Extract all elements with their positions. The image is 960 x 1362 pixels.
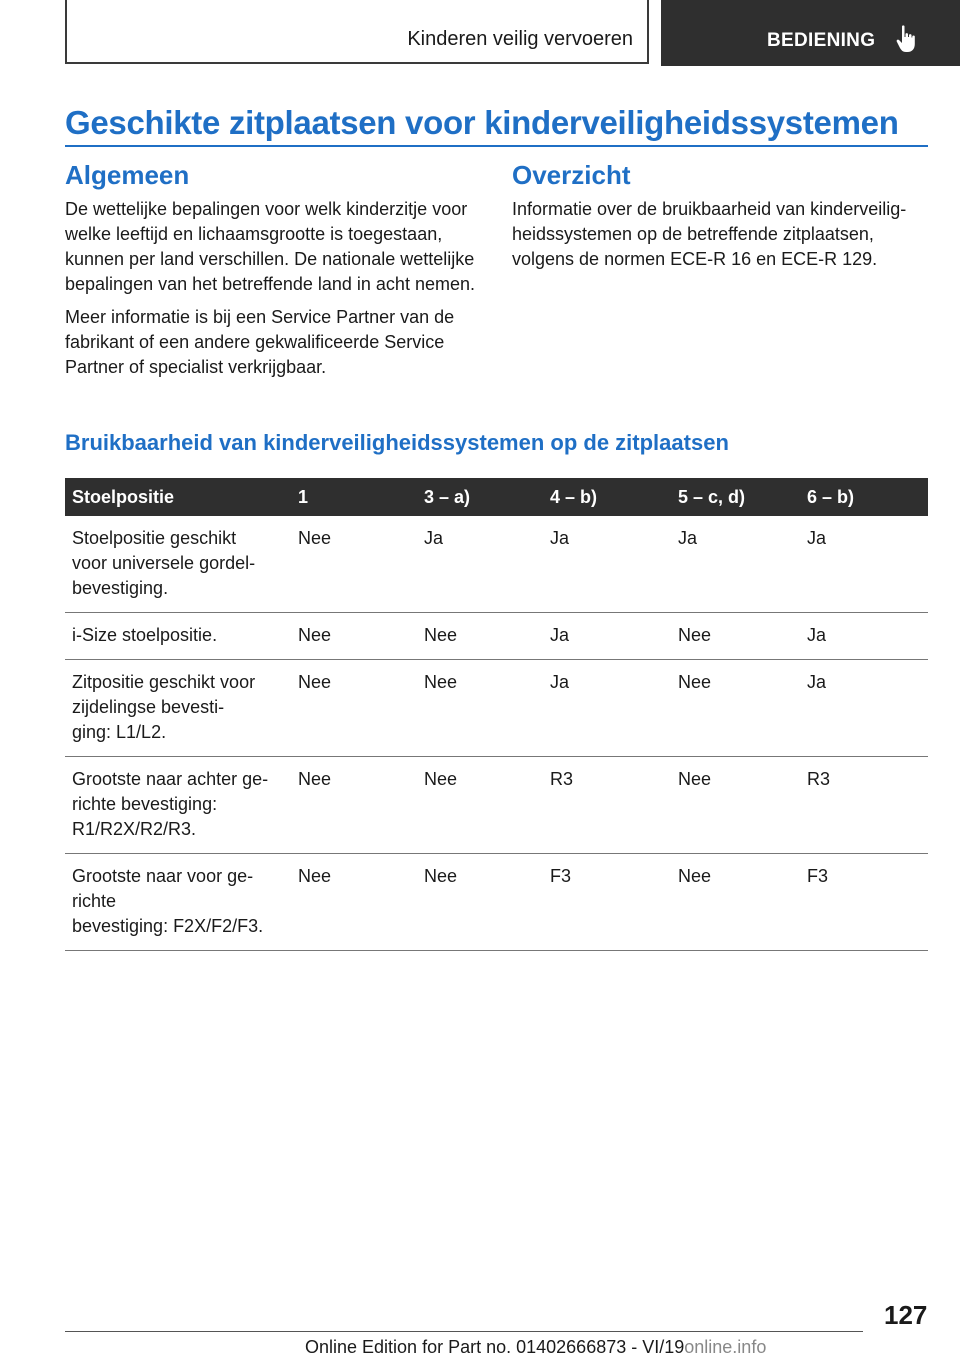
page-number: 127 (884, 1300, 928, 1330)
paragraph: Meer informatie is bij een Service Partner van de fabrikant of een andere gekwalificeerde Service Partner of specialist verkrijgbaar. (65, 307, 455, 377)
heading-algemeen: Algemeen (65, 160, 190, 190)
column-header: 4 – b) (543, 478, 671, 516)
table-cell: Nee (671, 613, 800, 660)
table-cell: R3 (543, 757, 671, 854)
table-cell: Ja (800, 516, 928, 613)
table-cell: Ja (543, 613, 671, 660)
column-header: 3 – a) (417, 478, 543, 516)
row-label: Zitpositie geschikt voor zijdelingse bevesti- ging: L1/L2. (65, 660, 291, 757)
table-cell: Ja (800, 613, 928, 660)
hand-pointer-icon (895, 24, 919, 54)
table-cell: Ja (800, 660, 928, 757)
row-label: i-Size stoelpositie. (65, 613, 291, 660)
row-label: Grootste naar voor ge- richte bevestiging: F2X/F2/F3. (65, 854, 291, 951)
table-cell: Ja (543, 660, 671, 757)
table-cell: F3 (800, 854, 928, 951)
column-header: Stoelpositie (65, 478, 291, 516)
column-header: 6 – b) (800, 478, 928, 516)
title-rule (65, 145, 928, 147)
table-cell: Nee (417, 660, 543, 757)
section-heading: Bruikbaarheid van kinderveiligheidssystemen op de zitplaatsen (65, 430, 729, 455)
header-section-title: Kinderen veilig vervoeren (407, 28, 633, 50)
table-row (65, 613, 928, 660)
column-header: 5 – c, d) (671, 478, 800, 516)
table-cell: Nee (291, 613, 417, 660)
header-tab (661, 0, 960, 66)
footer-watermark: online.info (684, 1337, 767, 1357)
table-cell: Ja (543, 516, 671, 613)
page-title: Geschikte zitplaatsen voor kinderveiligheidssystemen (65, 104, 899, 141)
table-cell: Nee (291, 660, 417, 757)
table-cell: Nee (671, 854, 800, 951)
table-cell: Ja (671, 516, 800, 613)
table-row (65, 854, 928, 951)
footer-rule (65, 1331, 863, 1332)
row-label: Stoelpositie geschikt voor universele gordel- bevestiging. (65, 516, 291, 613)
paragraph: De wettelijke bepalingen voor welk kinderzitje voor welke leeftijd en lichaamsgrootte is toegestaan, kunnen per land verschillen. De nationale wettelijke bepalingen van het betreffende land in acht nemen. (65, 199, 475, 294)
table-header-row (65, 478, 928, 516)
footer-edition: Online Edition for Part no. 01402666873 - VI/19 (305, 1337, 685, 1357)
table-cell: Nee (291, 854, 417, 951)
paragraph: Informatie over de bruikbaarheid van kinderveiligheidssystemen op de betreffende zitplaatsen, volgens de normen ECE-R 16 en ECE-R 129. (512, 199, 907, 269)
table-row (65, 516, 928, 613)
table-row (65, 660, 928, 757)
header-box (65, 0, 649, 64)
table-cell: F3 (543, 854, 671, 951)
table-cell: Nee (671, 660, 800, 757)
table-cell: R3 (800, 757, 928, 854)
header-tab-label: BEDIENING (767, 30, 876, 51)
row-label: Grootste naar achter ge- richte bevestiging: R1/R2X/R2/R3. (65, 757, 291, 854)
table-cell: Nee (291, 516, 417, 613)
seat-suitability-table (65, 478, 928, 951)
table-cell: Ja (417, 516, 543, 613)
table-cell: Nee (417, 613, 543, 660)
table-cell: Nee (671, 757, 800, 854)
table-row (65, 757, 928, 854)
table-cell: Nee (417, 854, 543, 951)
footer-text (305, 1337, 766, 1358)
column-header: 1 (291, 478, 417, 516)
heading-overzicht: Overzicht (512, 160, 631, 190)
table-cell: Nee (291, 757, 417, 854)
right-column (512, 160, 928, 280)
left-column (65, 160, 480, 388)
table-cell: Nee (417, 757, 543, 854)
